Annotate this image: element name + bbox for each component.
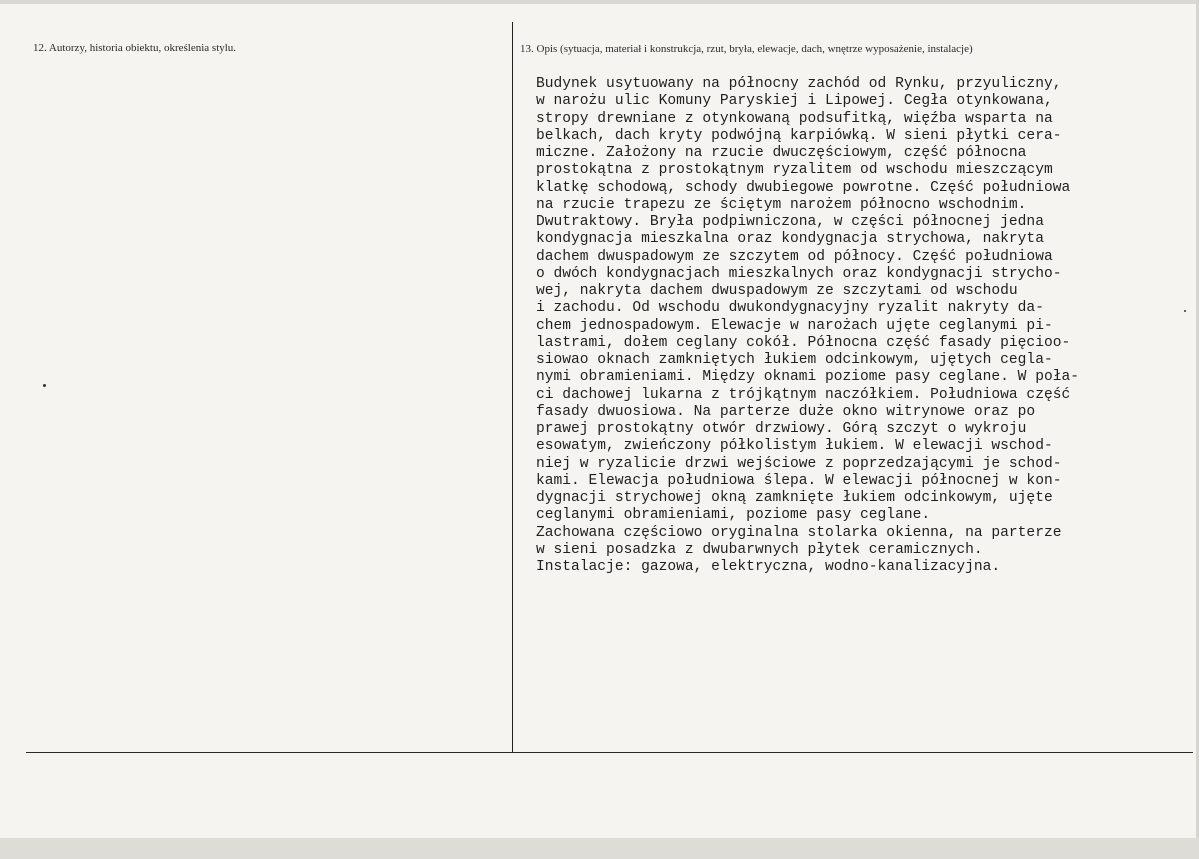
description-line: lastrami, dołem ceglany cokół. Północna część fasady pięcioo- (536, 334, 1071, 351)
description-line: fasady dwuosiowa. Na parterze duże okno witrynowe oraz po (536, 403, 1036, 420)
description-line: wej, nakryta dachem dwuspadowym ze szczytami od wschodu (536, 283, 1018, 299)
description-line: ci dachowej lukarna z trójkątnym naczółkiem. Południowa część (536, 386, 1071, 403)
description-line: niej w ryzalicie drzwi wejściowe z poprzedzającymi je schod- (536, 455, 1062, 472)
description-line: stropy drewniane z otynkowaną podsufitką, więźba wsparta na (536, 110, 1053, 127)
description-line: Zachowana częściowo oryginalna stolarka okienna, na parterze (536, 524, 1062, 541)
sheet-bottom-edge (0, 838, 1199, 859)
description-line: kondygnacja mieszkalna oraz kondygnacja strychowa, nakryta (536, 231, 1044, 248)
column-divider (512, 22, 513, 752)
description-line: prostokątna z prostokątnym ryzalitem od wschodu mieszczącym (536, 162, 1053, 179)
description-line: w narożu ulic Komuny Paryskiej i Lipowej. Cegła otynkowana, (536, 93, 1053, 110)
description-line: nymi obramieniami. Między oknami poziome pasy ceglane. W poła- (536, 369, 1079, 386)
description-line: Dwutraktowy. Bryła podpiwniczona, w części północnej jedna (536, 214, 1044, 230)
sheet-top-edge (0, 0, 1199, 4)
field-12-label: 12. Autorzy, historia obiektu, określenia stylu. (33, 42, 237, 54)
description-line: esowatym, zwieńczony półkolistym łukiem. W elewacji wschod- (536, 438, 1053, 455)
description-line: w sieni posadzka z dwubarwnych płytek ceramicznych. (536, 541, 983, 558)
description-line: o dwóch kondygnacjach mieszkalnych oraz kondygnacji strycho- (536, 265, 1062, 282)
description-line: belkach, dach kryty podwójną karpiówką. W sieni płytki cera- (536, 127, 1062, 144)
ink-mark (43, 384, 46, 387)
field-13-label: 13. Opis (sytuacja, materiał i konstrukcja, rzut, bryła, elewacje, dach, wnętrze wyposażenie, instalacje) (520, 43, 973, 55)
description-text (536, 76, 1191, 576)
description-line: i zachodu. Od wschodu dwukondygnacyjny ryzalit nakryty da- (536, 300, 1044, 317)
description-line: Budynek usytuowany na północny zachód od Rynku, przyuliczny, (536, 76, 1062, 92)
description-line: miczne. Założony na rzucie dwuczęściowym, część północna (536, 145, 1027, 161)
description-line: ceglanymi obramieniami, poziome pasy ceglane. (536, 507, 931, 524)
section-bottom-rule (26, 752, 1193, 753)
description-line: siowao oknach zamkniętych łukiem odcinkowym, ujętych cegla- (536, 352, 1053, 368)
description-line: prawej prostokątny otwór drzwiowy. Górą szczyt o wykroju (536, 421, 1027, 437)
description-line: klatkę schodową, schody dwubiegowe powrotne. Część południowa (536, 179, 1071, 196)
description-line: dygnacji strychowej okną zamknięte łukiem odcinkowym, ujęte (536, 490, 1053, 506)
description-line: Instalacje: gazowa, elektryczna, wodno-kanalizacyjna. (536, 559, 1001, 575)
description-line: chem jednospadowym. Elewacje w narożach ujęte ceglanymi pi- (536, 317, 1053, 334)
description-line: kami. Elewacja południowa ślepa. W elewacji północnej w kon- (536, 472, 1062, 489)
description-line: na rzucie trapezu ze ściętym narożem północno wschodnim. (536, 196, 1027, 213)
description-line: dachem dwuspadowym ze szczytem od północy. Część południowa (536, 248, 1053, 265)
